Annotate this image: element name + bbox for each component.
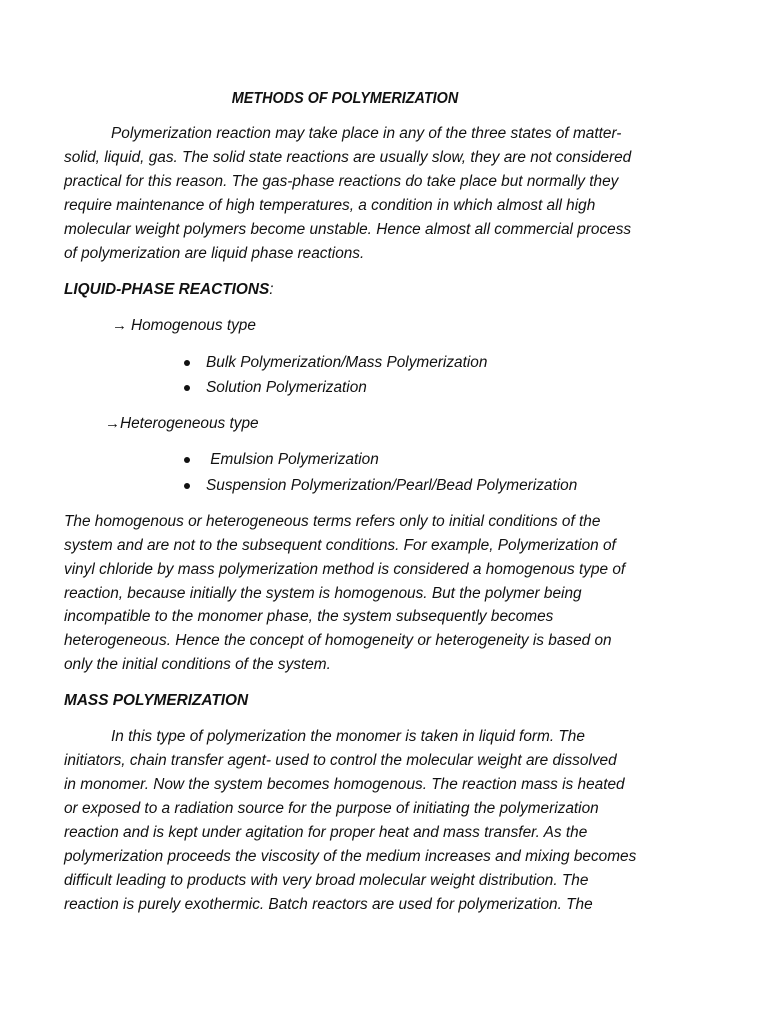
liquid-phase-heading-colon: : [269, 281, 274, 298]
intro-line: solid, liquid, gas. The solid state reactions are usually slow, they are not considered [64, 149, 632, 166]
bullet-icon [184, 457, 190, 463]
intro-line: require maintenance of high temperatures, a condition in which almost all high [64, 197, 596, 214]
liquid-phase-heading-text: LIQUID-PHASE REACTIONS [64, 281, 270, 298]
homogenous-type-label: Homogenous type [131, 317, 256, 334]
intro-line: of polymerization are liquid phase reactions. [64, 245, 365, 262]
liquid-phase-heading [64, 280, 274, 300]
mass-line: reaction and is kept under agitation for proper heat and mass transfer. As the [64, 824, 588, 841]
list-item-text: Suspension Polymerization/Pearl/Bead Polymerization [206, 477, 578, 494]
terms-line: incompatible to the monomer phase, the system subsequently becomes [64, 608, 554, 625]
terms-line: only the initial conditions of the system. [64, 656, 331, 673]
intro-line: Polymerization reaction may take place in any of the three states of matter- [111, 125, 622, 142]
terms-line: reaction, because initially the system is homogenous. But the polymer being [64, 585, 582, 602]
mass-line: in monomer. Now the system becomes homogenous. The reaction mass is heated [64, 776, 625, 793]
right-arrow-icon: → [112, 317, 127, 334]
heterogeneous-type-label: Heterogeneous type [120, 415, 259, 432]
list-item [184, 476, 624, 496]
list-item [184, 378, 584, 398]
list-item [184, 450, 624, 470]
mass-line: difficult leading to products with very broad molecular weight distribution. The [64, 872, 589, 889]
bullet-icon [184, 483, 190, 489]
intro-line: molecular weight polymers become unstable. Hence almost all commercial process [64, 221, 632, 238]
right-arrow-icon: → [105, 415, 120, 432]
list-item-text: Emulsion Polymerization [206, 451, 379, 468]
mass-polymerization-heading: MASS POLYMERIZATION [64, 692, 249, 709]
mass-line: or exposed to a radiation source for the purpose of initiating the polymerization [64, 800, 599, 817]
document-title: METHODS OF POLYMERIZATION [231, 90, 459, 107]
bullet-icon [184, 385, 190, 391]
mass-line: polymerization proceeds the viscosity of the medium increases and mixing becomes [64, 848, 637, 865]
terms-line: heterogeneous. Hence the concept of homogeneity or heterogeneity is based on [64, 632, 612, 649]
terms-line: system and are not to the subsequent conditions. For example, Polymerization of [64, 537, 616, 554]
heterogeneous-type-item [105, 414, 259, 434]
intro-line: practical for this reason. The gas-phase reactions do take place but normally they [64, 173, 619, 190]
list-item-text: Solution Polymerization [206, 379, 367, 396]
terms-line: vinyl chloride by mass polymerization method is considered a homogenous type of [64, 561, 626, 578]
terms-line: The homogenous or heterogeneous terms refers only to initial conditions of the [64, 513, 601, 530]
list-item-text: Bulk Polymerization/Mass Polymerization [206, 354, 488, 371]
mass-line: reaction is purely exothermic. Batch reactors are used for polymerization. The [64, 896, 593, 913]
list-item [184, 353, 584, 373]
bullet-icon [184, 360, 190, 366]
mass-line: In this type of polymerization the monomer is taken in liquid form. The [111, 728, 585, 745]
homogenous-type-item [112, 316, 256, 336]
mass-line: initiators, chain transfer agent- used to control the molecular weight are dissolved [64, 752, 617, 769]
